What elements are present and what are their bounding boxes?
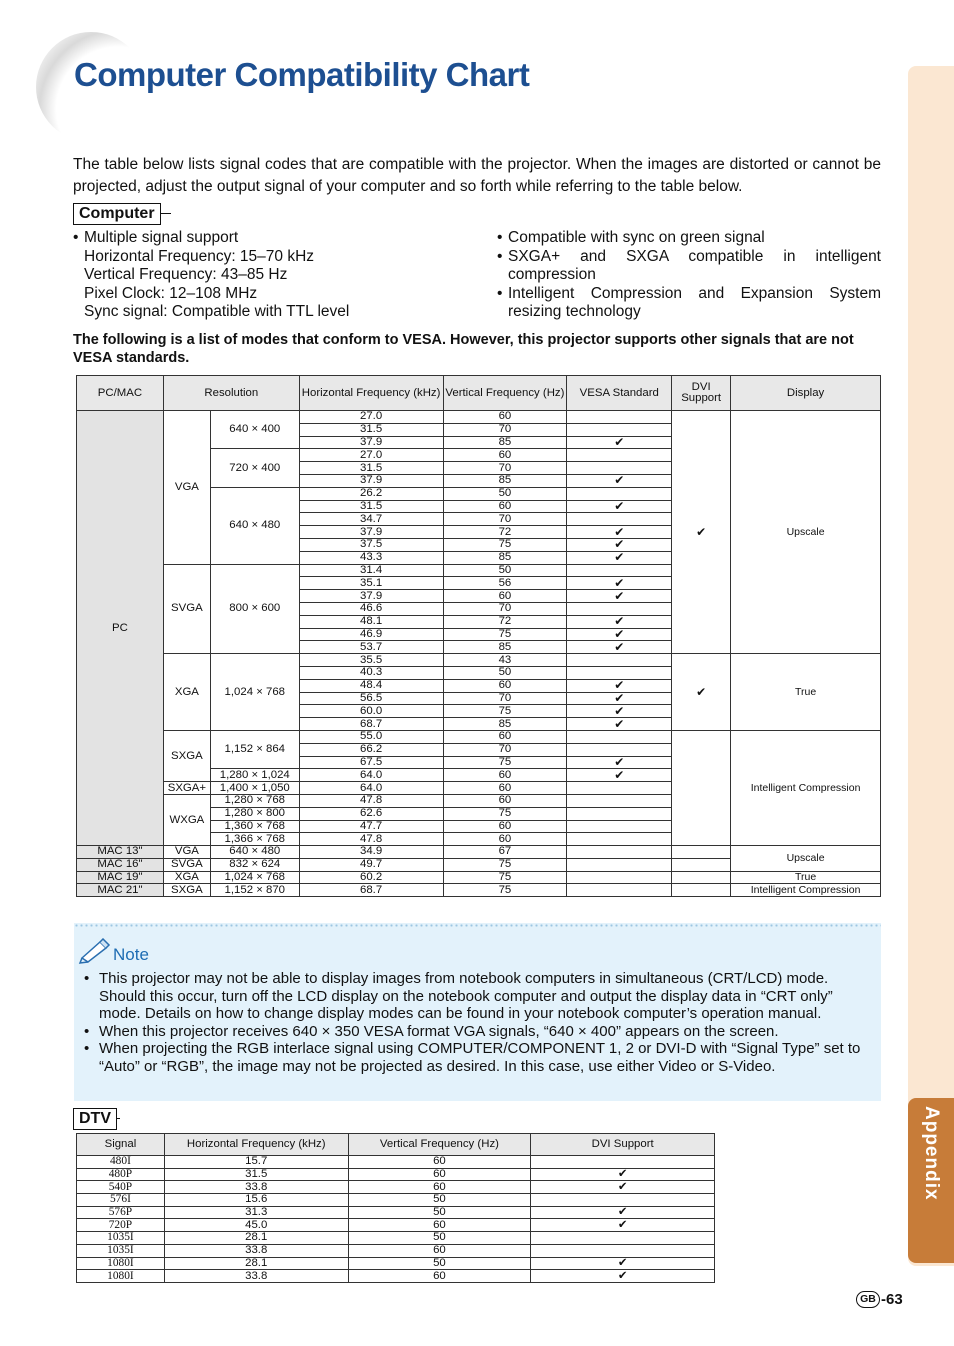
resolution-cell: 832 × 624 [210, 858, 299, 871]
vfreq-cell: 60 [443, 730, 567, 743]
signal-type-cell: VGA [163, 411, 210, 565]
vfreq-cell: 60 [348, 1244, 531, 1257]
region-badge: GB [856, 1291, 880, 1308]
resolution-cell: 1,280 × 768 [210, 794, 299, 807]
hfreq-cell: 31.5 [299, 423, 443, 436]
hfreq-cell: 46.9 [299, 628, 443, 641]
computer-section-label: Computer [73, 203, 161, 225]
table-row [77, 1194, 715, 1207]
display-cell: Upscale [731, 411, 881, 654]
col-header-resolution: Resolution [163, 376, 299, 411]
vfreq-cell: 60 [443, 794, 567, 807]
col-header-pcmac: PC/MAC [77, 376, 164, 411]
spec-item: • Intelligent Compression and Expansion System resizing technology [497, 285, 881, 322]
signal-cell: 480P [77, 1168, 165, 1181]
vfreq-cell: 75 [443, 871, 567, 884]
signal-type-cell: SVGA [163, 564, 210, 654]
signal-cell: 576I [77, 1194, 165, 1207]
spec-sub: Vertical Frequency: 43–85 Hz [84, 266, 288, 283]
hfreq-cell: 35.5 [299, 654, 443, 667]
vesa-check-cell: ✔ [567, 577, 672, 590]
hfreq-cell: 64.0 [299, 769, 443, 782]
note-item: • When projecting the RGB interlace signal using COMPUTER/COMPONENT 1, 2 or DVI-D with “Signal Type” set to “Auto” or “RGB”, the image may not be projected as desired. In this case, use either Video or S-Video. [84, 1040, 872, 1075]
table-row [77, 1257, 715, 1270]
vfreq-cell: 85 [443, 718, 567, 731]
note-title: Note [113, 945, 149, 964]
vesa-check-cell: ✔ [567, 692, 672, 705]
resolution-cell: 640 × 480 [210, 846, 299, 859]
vesa-check-cell [567, 833, 672, 846]
signal-type-cell: SVGA [163, 858, 210, 871]
hfreq-cell: 60.0 [299, 705, 443, 718]
vesa-check-cell [567, 871, 672, 884]
vesa-check-cell: ✔ [567, 769, 672, 782]
pcmac-cell: MAC 21" [77, 884, 164, 897]
hfreq-cell: 45.0 [164, 1219, 348, 1232]
signal-cell: 1080I [77, 1270, 165, 1283]
appendix-tab-label: Appendix [921, 1106, 942, 1201]
hfreq-cell: 33.8 [164, 1270, 348, 1283]
hfreq-cell: 56.5 [299, 692, 443, 705]
hfreq-cell: 37.9 [299, 590, 443, 603]
table-row [77, 1168, 715, 1181]
resolution-cell: 1,400 × 1,050 [210, 782, 299, 795]
vesa-check-cell: ✔ [567, 500, 672, 513]
hfreq-cell: 62.6 [299, 807, 443, 820]
hfreq-cell: 66.2 [299, 743, 443, 756]
vfreq-cell: 60 [348, 1156, 531, 1169]
hfreq-cell: 68.7 [299, 718, 443, 731]
dvi-check-cell: ✔ [531, 1219, 715, 1232]
spec-item-label: Multiple signal support [84, 229, 239, 246]
signal-cell: 480I [77, 1156, 165, 1169]
resolution-cell: 1,024 × 768 [210, 871, 299, 884]
vesa-check-cell: ✔ [567, 538, 672, 551]
pcmac-cell: PC [77, 411, 164, 846]
signal-type-cell: WXGA [163, 794, 210, 845]
signal-type-cell: SXGA [163, 884, 210, 897]
dtv-header-hfreq: Horizontal Frequency (kHz) [164, 1134, 348, 1156]
hfreq-cell: 60.2 [299, 871, 443, 884]
dvi-check-cell: ✔ [531, 1206, 715, 1219]
vesa-check-cell: ✔ [567, 436, 672, 449]
hfreq-cell: 31.5 [299, 462, 443, 475]
col-header-vfreq: Vertical Frequency (Hz) [443, 376, 567, 411]
spec-sub: Sync signal: Compatible with TTL level [84, 303, 350, 320]
spec-sub: Pixel Clock: 12–108 MHz [84, 284, 258, 302]
dvi-check-cell [531, 1156, 715, 1169]
vesa-check-cell [567, 513, 672, 526]
vfreq-cell: 75 [443, 756, 567, 769]
vfreq-cell: 75 [443, 858, 567, 871]
vfreq-cell: 75 [443, 884, 567, 897]
display-cell: True [731, 654, 881, 731]
signal-cell: 1080I [77, 1257, 165, 1270]
hfreq-cell: 68.7 [299, 884, 443, 897]
spec-item: • Compatible with sync on green signal [497, 229, 881, 248]
hfreq-cell: 35.1 [299, 577, 443, 590]
spec-sub: Horizontal Frequency: 15–70 kHz [84, 247, 315, 265]
vesa-check-cell: ✔ [567, 641, 672, 654]
vfreq-cell: 50 [443, 666, 567, 679]
signal-cell: 540P [77, 1181, 165, 1194]
vesa-check-cell [567, 846, 672, 859]
table-row [77, 1156, 715, 1169]
hfreq-cell: 55.0 [299, 730, 443, 743]
hfreq-cell: 37.5 [299, 538, 443, 551]
display-cell: Intelligent Compression [731, 884, 881, 897]
vfreq-cell: 70 [443, 462, 567, 475]
display-cell: True [731, 871, 881, 884]
resolution-cell: 720 × 400 [210, 449, 299, 487]
vfreq-cell: 60 [443, 833, 567, 846]
table-row [77, 654, 881, 667]
signal-cell: 720P [77, 1219, 165, 1232]
spec-item [73, 229, 478, 248]
dtv-header-signal: Signal [77, 1134, 165, 1156]
vfreq-cell: 85 [443, 551, 567, 564]
note-dotted-border [74, 923, 881, 928]
vfreq-cell: 70 [443, 423, 567, 436]
vfreq-cell: 60 [443, 590, 567, 603]
computer-specs-left [73, 229, 478, 322]
col-header-hfreq: Horizontal Frequency (kHz) [299, 376, 443, 411]
vesa-check-cell [567, 884, 672, 897]
dvi-check-cell: ✔ [672, 654, 731, 731]
hfreq-cell: 31.5 [164, 1168, 348, 1181]
vfreq-cell: 85 [443, 641, 567, 654]
vfreq-cell: 60 [348, 1219, 531, 1232]
resolution-cell: 1,366 × 768 [210, 833, 299, 846]
vesa-check-cell: ✔ [567, 705, 672, 718]
vesa-check-cell [567, 807, 672, 820]
vesa-check-cell [567, 564, 672, 577]
table-row [77, 1270, 715, 1283]
hfreq-cell: 46.6 [299, 602, 443, 615]
vesa-check-cell: ✔ [567, 526, 672, 539]
vfreq-cell: 43 [443, 654, 567, 667]
vfreq-cell: 50 [348, 1206, 531, 1219]
resolution-cell: 1,152 × 870 [210, 884, 299, 897]
vfreq-cell: 50 [443, 487, 567, 500]
signal-type-cell: SXGA [163, 730, 210, 781]
pcmac-cell: MAC 19" [77, 871, 164, 884]
table-row [77, 1232, 715, 1245]
vesa-note: The following is a list of modes that conform to VESA. However, this projector supports other signals that are not VESA standards. [73, 332, 854, 366]
pcmac-cell: MAC 16" [77, 858, 164, 871]
vfreq-cell: 60 [348, 1168, 531, 1181]
pcmac-cell: MAC 13" [77, 846, 164, 859]
vesa-check-cell: ✔ [567, 679, 672, 692]
vfreq-cell: 60 [443, 411, 567, 424]
vesa-check-cell: ✔ [567, 718, 672, 731]
hfreq-cell: 34.9 [299, 846, 443, 859]
side-strip [908, 66, 954, 1266]
vfreq-cell: 50 [348, 1232, 531, 1245]
vesa-check-cell: ✔ [567, 474, 672, 487]
dvi-check-cell [531, 1232, 715, 1245]
table-row [77, 1206, 715, 1219]
hfreq-cell: 37.9 [299, 436, 443, 449]
table-row [77, 411, 881, 424]
resolution-cell: 1,280 × 1,024 [210, 769, 299, 782]
vfreq-cell: 60 [443, 449, 567, 462]
hfreq-cell: 34.7 [299, 513, 443, 526]
vfreq-cell: 50 [443, 564, 567, 577]
display-cell: Upscale [731, 846, 881, 872]
table-row [77, 1181, 715, 1194]
hfreq-cell: 48.1 [299, 615, 443, 628]
hfreq-cell: 37.9 [299, 474, 443, 487]
vfreq-cell: 75 [443, 538, 567, 551]
dvi-check-cell [672, 730, 731, 845]
hfreq-cell: 33.8 [164, 1181, 348, 1194]
hfreq-cell: 28.1 [164, 1232, 348, 1245]
hfreq-cell: 28.1 [164, 1257, 348, 1270]
hfreq-cell: 15.6 [164, 1194, 348, 1207]
hfreq-cell: 37.9 [299, 526, 443, 539]
resolution-cell: 640 × 400 [210, 411, 299, 449]
note-item: • When this projector receives 640 × 350 VESA format VGA signals, “640 × 400” appears on the screen. [84, 1023, 872, 1041]
signal-cell: 1035I [77, 1232, 165, 1245]
resolution-cell: 1,280 × 800 [210, 807, 299, 820]
dvi-check-cell: ✔ [531, 1257, 715, 1270]
hfreq-cell: 31.3 [164, 1206, 348, 1219]
vfreq-cell: 60 [443, 500, 567, 513]
hfreq-cell: 47.8 [299, 794, 443, 807]
resolution-cell: 640 × 480 [210, 487, 299, 564]
resolution-cell: 800 × 600 [210, 564, 299, 654]
dvi-check-cell [531, 1194, 715, 1207]
hfreq-cell: 15.7 [164, 1156, 348, 1169]
pencil-note-icon [78, 938, 112, 964]
dvi-check-cell: ✔ [531, 1168, 715, 1181]
vesa-check-cell [567, 730, 672, 743]
hfreq-cell: 53.7 [299, 641, 443, 654]
dvi-check-cell: ✔ [531, 1270, 715, 1283]
vfreq-cell: 60 [443, 782, 567, 795]
vfreq-cell: 85 [443, 436, 567, 449]
vesa-check-cell: ✔ [567, 551, 672, 564]
table-row [77, 730, 881, 743]
vesa-check-cell: ✔ [567, 756, 672, 769]
vesa-check-cell: ✔ [567, 590, 672, 603]
hfreq-cell: 33.8 [164, 1244, 348, 1257]
note-item: • This projector may not be able to display images from notebook computers in simultaneous (CRT/LCD) mode. Should this occur, turn off the LCD display on the notebook computer and output the display data in “CRT only” mode. Details on how to change display modes can be found in your notebook computer’s operation manual. [84, 970, 872, 1023]
vesa-check-cell [567, 794, 672, 807]
hfreq-cell: 47.7 [299, 820, 443, 833]
display-cell: Intelligent Compression [731, 730, 881, 845]
hfreq-cell: 31.4 [299, 564, 443, 577]
col-header-vesa: VESA Standard [567, 376, 672, 411]
hfreq-cell: 43.3 [299, 551, 443, 564]
vesa-check-cell [567, 820, 672, 833]
vesa-check-cell [567, 654, 672, 667]
dtv-section-label: DTV [73, 1108, 117, 1130]
table-row [77, 1244, 715, 1257]
dtv-compatibility-table [76, 1133, 715, 1283]
hfreq-cell: 31.5 [299, 500, 443, 513]
vfreq-cell: 60 [443, 679, 567, 692]
vfreq-cell: 56 [443, 577, 567, 590]
pc-compatibility-table [76, 375, 881, 897]
vesa-check-cell: ✔ [567, 615, 672, 628]
page-number [856, 1291, 903, 1308]
table-row [77, 871, 881, 884]
vfreq-cell: 50 [348, 1194, 531, 1207]
table-row [77, 1219, 715, 1232]
page-title: Computer Compatibility Chart [74, 56, 530, 93]
vfreq-cell: 60 [348, 1270, 531, 1283]
dvi-check-cell [672, 858, 731, 871]
dvi-check-cell [531, 1244, 715, 1257]
vfreq-cell: 70 [443, 513, 567, 526]
vfreq-cell: 72 [443, 615, 567, 628]
hfreq-cell: 48.4 [299, 679, 443, 692]
vfreq-cell: 72 [443, 526, 567, 539]
vesa-check-cell: ✔ [567, 628, 672, 641]
vesa-check-cell [567, 411, 672, 424]
vfreq-cell: 75 [443, 628, 567, 641]
vfreq-cell: 70 [443, 602, 567, 615]
dtv-header-vfreq: Vertical Frequency (Hz) [348, 1134, 531, 1156]
dvi-check-cell [672, 846, 731, 859]
resolution-cell: 1,024 × 768 [210, 654, 299, 731]
signal-cell: 1035I [77, 1244, 165, 1257]
resolution-cell: 1,152 × 864 [210, 730, 299, 768]
signal-type-cell: VGA [163, 846, 210, 859]
spec-item: • SXGA+ and SXGA compatible in intelligent compression [497, 248, 881, 285]
hfreq-cell: 49.7 [299, 858, 443, 871]
signal-cell: 576P [77, 1206, 165, 1219]
vfreq-cell: 50 [348, 1257, 531, 1270]
col-header-dvi: DVI Support [672, 376, 731, 411]
dvi-check-cell: ✔ [531, 1181, 715, 1194]
dvi-check-cell [672, 871, 731, 884]
vfreq-cell: 70 [443, 743, 567, 756]
vfreq-cell: 70 [443, 692, 567, 705]
hfreq-cell: 67.5 [299, 756, 443, 769]
vfreq-cell: 60 [443, 769, 567, 782]
page-number-label: -63 [881, 1291, 903, 1308]
dvi-check-cell: ✔ [672, 411, 731, 654]
resolution-cell: 1,360 × 768 [210, 820, 299, 833]
vfreq-cell: 67 [443, 846, 567, 859]
hfreq-cell: 64.0 [299, 782, 443, 795]
vfreq-cell: 85 [443, 474, 567, 487]
signal-type-cell: XGA [163, 654, 210, 731]
vesa-check-cell [567, 858, 672, 871]
signal-type-cell: XGA [163, 871, 210, 884]
computer-specs-right [497, 229, 881, 322]
vfreq-cell: 75 [443, 807, 567, 820]
vfreq-cell: 75 [443, 705, 567, 718]
signal-type-cell: SXGA+ [163, 782, 210, 795]
table-row [77, 846, 881, 859]
hfreq-cell: 47.8 [299, 833, 443, 846]
vfreq-cell: 60 [348, 1181, 531, 1194]
hfreq-cell: 26.2 [299, 487, 443, 500]
note-list [84, 970, 872, 1076]
dtv-header-dvi: DVI Support [531, 1134, 715, 1156]
vesa-check-cell [567, 782, 672, 795]
col-header-display: Display [731, 376, 881, 411]
table-row [77, 884, 881, 897]
intro-paragraph: The table below lists signal codes that are compatible with the projector. When the images are distorted or cannot be projected, adjust the output signal of your computer and so forth while referring to the table below. [73, 156, 881, 195]
hfreq-cell: 27.0 [299, 411, 443, 424]
vfreq-cell: 60 [443, 820, 567, 833]
hfreq-cell: 27.0 [299, 449, 443, 462]
vesa-check-cell [567, 449, 672, 462]
hfreq-cell: 40.3 [299, 666, 443, 679]
dvi-check-cell [672, 884, 731, 897]
